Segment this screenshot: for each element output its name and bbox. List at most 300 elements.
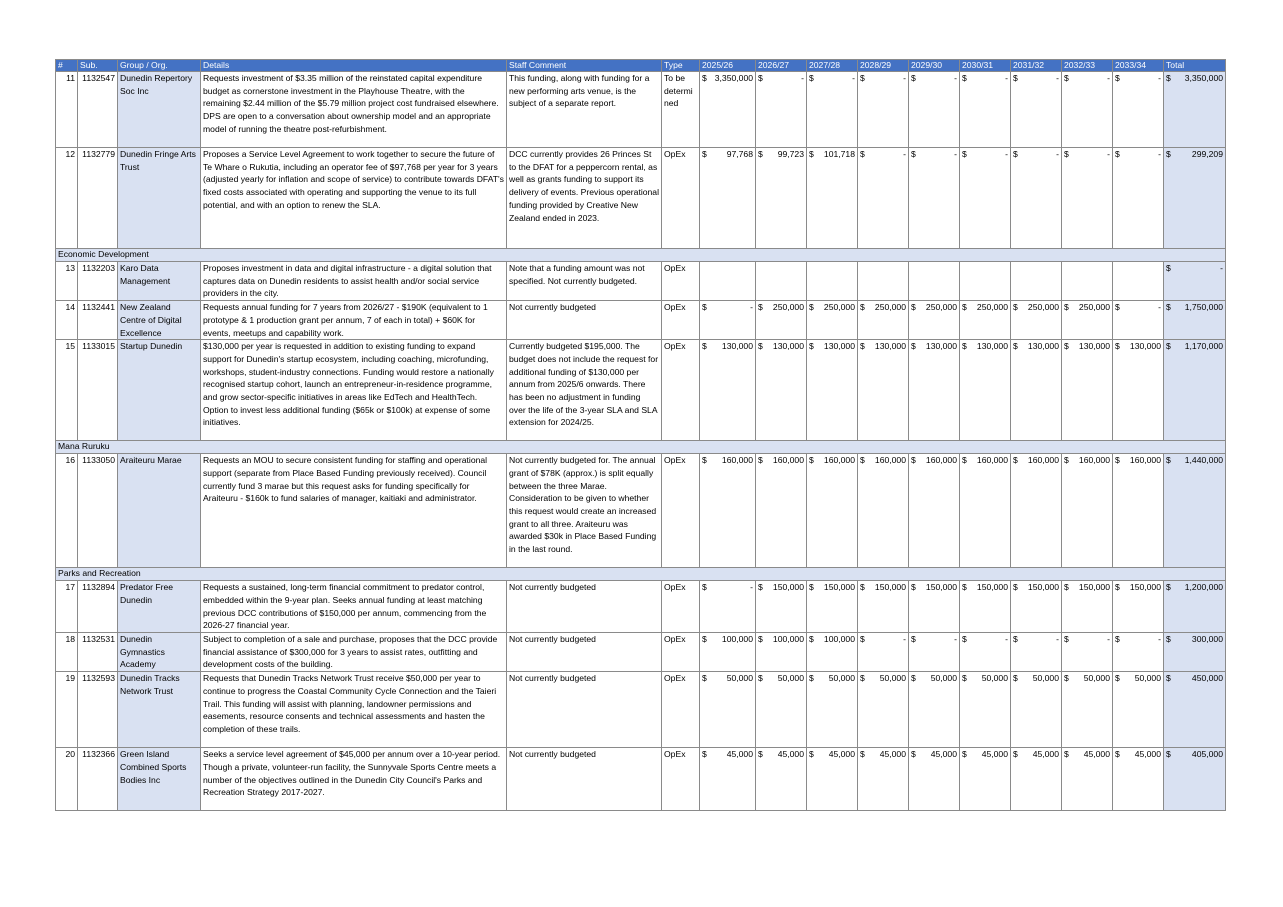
currency-symbol: $ bbox=[1013, 149, 1018, 159]
details-cell[interactable]: Proposes a Service Level Agreement to work together to secure the future of Te Whare o Rukutia, including an operator fee of $97,768 per year for 3 years (adjusted yearly for inflation and scope of service) to contribute towards DFAT's fixed costs associated with operating and supporting the venue to its full potential, and with an option to renew the SLA. bbox=[201, 148, 507, 249]
col-header-2032-33[interactable]: 2032/33 bbox=[1062, 60, 1113, 72]
header-row bbox=[56, 60, 1226, 72]
sub-id-cell[interactable]: 1133050 bbox=[78, 454, 118, 568]
amount-value: 160,000 bbox=[976, 455, 1008, 466]
year-amount-cell[interactable] bbox=[909, 262, 960, 301]
type-cell[interactable]: OpEx bbox=[662, 340, 700, 441]
year-amount-cell[interactable] bbox=[1011, 581, 1062, 633]
col-header-2028-29[interactable]: 2028/29 bbox=[858, 60, 909, 72]
currency-symbol: $ bbox=[962, 341, 967, 352]
sub-id-cell[interactable]: 1133015 bbox=[78, 340, 118, 441]
currency-symbol: $ bbox=[860, 455, 865, 466]
staff-comment-cell[interactable]: Note that a funding amount was not specified. Not currently budgeted. bbox=[507, 262, 662, 301]
details-cell[interactable]: Requests a sustained, long-term financial commitment to predator control, embedded within the 9-year plan. Seeks annual funding at least matching previous DCC contributions of $150,000 per annum, commencing from the 2026-27 financial year. bbox=[201, 581, 507, 633]
year-amount-cell[interactable] bbox=[858, 301, 909, 340]
year-amount-cell[interactable] bbox=[1062, 748, 1113, 811]
currency-symbol: $ bbox=[1013, 582, 1018, 593]
amount-value: 100,000 bbox=[772, 634, 804, 645]
details-cell[interactable]: Subject to completion of a sale and purchase, proposes that the DCC provide financial assistance of $300,000 for 3 years to assist rates, outfitting and development costs of the building. bbox=[201, 633, 507, 672]
year-amount-cell[interactable] bbox=[700, 301, 756, 340]
currency-symbol: $ bbox=[1115, 341, 1120, 352]
currency-symbol: $ bbox=[962, 673, 967, 684]
col-header-2026-27[interactable]: 2026/27 bbox=[756, 60, 807, 72]
currency-symbol: $ bbox=[911, 341, 916, 352]
currency-symbol: $ bbox=[1013, 302, 1018, 313]
amount-value: 160,000 bbox=[1129, 455, 1161, 466]
currency-symbol: $ bbox=[1166, 149, 1171, 159]
staff-comment-cell[interactable]: Not currently budgeted bbox=[507, 633, 662, 672]
currency-symbol: $ bbox=[911, 455, 916, 466]
year-amount-cell[interactable] bbox=[1062, 633, 1113, 672]
type-cell[interactable]: OpEx bbox=[662, 581, 700, 633]
org-cell[interactable]: Dunedin Gymnastics Academy bbox=[118, 633, 201, 672]
currency-symbol: $ bbox=[758, 582, 763, 593]
amount-value: 150,000 bbox=[1129, 582, 1161, 593]
amount-value: - bbox=[1056, 149, 1059, 159]
year-amount-cell[interactable] bbox=[909, 340, 960, 441]
amount-value: - bbox=[801, 73, 804, 83]
total-cell[interactable] bbox=[1164, 72, 1226, 148]
amount-value: 45,000 bbox=[981, 749, 1008, 760]
currency-symbol: $ bbox=[702, 73, 707, 83]
amount-value: 300,000 bbox=[1191, 634, 1223, 645]
amount-value: 100,000 bbox=[823, 634, 855, 645]
amount-value: - bbox=[1005, 149, 1008, 159]
year-amount-cell[interactable] bbox=[756, 581, 807, 633]
currency-symbol: $ bbox=[758, 455, 763, 466]
org-cell[interactable]: Green Island Combined Sports Bodies Inc bbox=[118, 748, 201, 811]
year-amount-cell[interactable] bbox=[756, 672, 807, 748]
year-amount-cell[interactable] bbox=[960, 454, 1011, 568]
amount-value: 160,000 bbox=[721, 455, 753, 466]
type-cell[interactable]: To be determined bbox=[662, 72, 700, 148]
year-amount-cell[interactable] bbox=[858, 72, 909, 148]
year-amount-cell[interactable] bbox=[1062, 672, 1113, 748]
year-amount-cell[interactable] bbox=[960, 72, 1011, 148]
currency-symbol: $ bbox=[911, 149, 916, 159]
funding-requests-table bbox=[55, 59, 1226, 811]
year-amount-cell[interactable] bbox=[1062, 72, 1113, 148]
staff-comment-cell[interactable]: Not currently budgeted bbox=[507, 581, 662, 633]
col-header-2031-32[interactable]: 2031/32 bbox=[1011, 60, 1062, 72]
row-number-cell[interactable]: 12 bbox=[56, 148, 78, 249]
year-amount-cell[interactable] bbox=[700, 340, 756, 441]
currency-symbol: $ bbox=[860, 749, 865, 760]
table-row bbox=[56, 748, 1226, 811]
amount-value: 1,200,000 bbox=[1184, 582, 1223, 593]
currency-symbol: $ bbox=[1115, 582, 1120, 593]
amount-value: 45,000 bbox=[828, 749, 855, 760]
type-cell[interactable]: OpEx bbox=[662, 262, 700, 301]
amount-value: 250,000 bbox=[1078, 302, 1110, 313]
year-amount-cell[interactable] bbox=[807, 340, 858, 441]
year-amount-cell[interactable] bbox=[700, 748, 756, 811]
currency-symbol: $ bbox=[962, 634, 967, 645]
year-amount-cell[interactable] bbox=[807, 581, 858, 633]
amount-value: 130,000 bbox=[772, 341, 804, 352]
row-number-cell[interactable]: 17 bbox=[56, 581, 78, 633]
sub-id-cell[interactable]: 1132203 bbox=[78, 262, 118, 301]
currency-symbol: $ bbox=[1064, 634, 1069, 645]
year-amount-cell[interactable] bbox=[1011, 340, 1062, 441]
currency-symbol: $ bbox=[962, 455, 967, 466]
currency-symbol: $ bbox=[1166, 749, 1171, 760]
year-amount-cell[interactable] bbox=[1113, 72, 1164, 148]
section-label[interactable]: Parks and Recreation bbox=[56, 568, 1226, 581]
year-amount-cell[interactable] bbox=[756, 262, 807, 301]
year-amount-cell[interactable] bbox=[1011, 262, 1062, 301]
year-amount-cell[interactable] bbox=[700, 72, 756, 148]
currency-symbol: $ bbox=[962, 149, 967, 159]
row-number-cell[interactable]: 14 bbox=[56, 301, 78, 340]
year-amount-cell[interactable] bbox=[1011, 72, 1062, 148]
section-row bbox=[56, 249, 1226, 262]
amount-value: - bbox=[1056, 73, 1059, 83]
org-cell[interactable]: Startup Dunedin bbox=[118, 340, 201, 441]
year-amount-cell[interactable] bbox=[858, 262, 909, 301]
year-amount-cell[interactable] bbox=[1011, 148, 1062, 249]
year-amount-cell[interactable] bbox=[1062, 262, 1113, 301]
section-row bbox=[56, 568, 1226, 581]
row-number-cell[interactable]: 20 bbox=[56, 748, 78, 811]
year-amount-cell[interactable] bbox=[1113, 301, 1164, 340]
staff-comment-cell[interactable]: This funding, along with funding for a new performing arts venue, is the subject of a separate report. bbox=[507, 72, 662, 148]
currency-symbol: $ bbox=[702, 302, 707, 313]
details-cell[interactable]: Seeks a service level agreement of $45,000 per annum over a 10-year period. Though a private, volunteer-run facility, the Sunnyvale Sports Centre meets a number of the objectives outlined in the Dunedin City Council's Parks and Recreation Strategy 2017-2027. bbox=[201, 748, 507, 811]
year-amount-cell[interactable] bbox=[1113, 748, 1164, 811]
year-amount-cell[interactable] bbox=[756, 301, 807, 340]
year-amount-cell[interactable] bbox=[960, 148, 1011, 249]
year-amount-cell[interactable] bbox=[1113, 581, 1164, 633]
year-amount-cell[interactable] bbox=[909, 672, 960, 748]
currency-symbol: $ bbox=[1064, 302, 1069, 313]
amount-value: 160,000 bbox=[1027, 455, 1059, 466]
amount-value: 150,000 bbox=[976, 582, 1008, 593]
details-cell[interactable]: Requests an MOU to secure consistent funding for staffing and operational support (separate from Place Based Funding previously received). Council currently fund 3 marae but this request asks for funding specifically for Araiteuru - $160k to fund salaries of manager, kaitiaki and administrator. bbox=[201, 454, 507, 568]
currency-symbol: $ bbox=[1013, 634, 1018, 645]
table-row bbox=[56, 581, 1226, 633]
year-amount-cell[interactable] bbox=[960, 672, 1011, 748]
year-amount-cell[interactable] bbox=[700, 262, 756, 301]
total-cell[interactable] bbox=[1164, 301, 1226, 340]
total-cell[interactable] bbox=[1164, 672, 1226, 748]
currency-symbol: $ bbox=[809, 302, 814, 313]
table-row bbox=[56, 262, 1226, 301]
currency-symbol: $ bbox=[809, 149, 814, 159]
row-number-cell[interactable]: 16 bbox=[56, 454, 78, 568]
currency-symbol: $ bbox=[1115, 302, 1120, 313]
year-amount-cell[interactable] bbox=[1113, 262, 1164, 301]
col-header-number[interactable]: # bbox=[56, 60, 78, 72]
staff-comment-cell[interactable]: Not currently budgeted bbox=[507, 301, 662, 340]
currency-symbol: $ bbox=[911, 749, 916, 760]
year-amount-cell[interactable] bbox=[1113, 340, 1164, 441]
year-amount-cell[interactable] bbox=[756, 340, 807, 441]
amount-value: 250,000 bbox=[1027, 302, 1059, 313]
currency-symbol: $ bbox=[911, 73, 916, 83]
amount-value: - bbox=[1056, 634, 1059, 645]
section-label[interactable]: Mana Ruruku bbox=[56, 441, 1226, 454]
staff-comment-cell[interactable]: Not currently budgeted bbox=[507, 672, 662, 748]
year-amount-cell[interactable] bbox=[1011, 748, 1062, 811]
year-amount-cell[interactable] bbox=[1011, 633, 1062, 672]
amount-value: 130,000 bbox=[1027, 341, 1059, 352]
table-row bbox=[56, 148, 1226, 249]
currency-symbol: $ bbox=[1166, 341, 1171, 352]
sub-id-cell[interactable]: 1132894 bbox=[78, 581, 118, 633]
org-cell[interactable]: Araiteuru Marae bbox=[118, 454, 201, 568]
row-number-cell[interactable]: 13 bbox=[56, 262, 78, 301]
year-amount-cell[interactable] bbox=[960, 301, 1011, 340]
currency-symbol: $ bbox=[809, 634, 814, 645]
amount-value: - bbox=[750, 302, 753, 313]
currency-symbol: $ bbox=[860, 341, 865, 352]
year-amount-cell[interactable] bbox=[909, 72, 960, 148]
staff-comment-cell[interactable]: Not currently budgeted bbox=[507, 748, 662, 811]
amount-value: 130,000 bbox=[976, 341, 1008, 352]
currency-symbol: $ bbox=[809, 749, 814, 760]
staff-comment-cell[interactable]: DCC currently provides 26 Princes St to the DFAT for a peppercorn rental, as well as grants funding to support its delivery of events. Previous operational funding provided by Creative New Zealand ended in 2023. bbox=[507, 148, 662, 249]
amount-value: - bbox=[1158, 73, 1161, 83]
year-amount-cell[interactable] bbox=[1113, 454, 1164, 568]
details-cell[interactable]: Proposes investment in data and digital infrastructure - a digital solution that captures data on Dunedin residents to assist health and/or social service providers in the city. bbox=[201, 262, 507, 301]
year-amount-cell[interactable] bbox=[858, 340, 909, 441]
org-cell[interactable]: Predator Free Dunedin bbox=[118, 581, 201, 633]
currency-symbol: $ bbox=[758, 673, 763, 684]
year-amount-cell[interactable] bbox=[909, 454, 960, 568]
type-cell[interactable]: OpEx bbox=[662, 454, 700, 568]
year-amount-cell[interactable] bbox=[807, 262, 858, 301]
year-amount-cell[interactable] bbox=[909, 633, 960, 672]
sub-id-cell[interactable]: 1132531 bbox=[78, 633, 118, 672]
year-amount-cell[interactable] bbox=[1011, 301, 1062, 340]
org-cell[interactable]: Dunedin Repertory Soc Inc bbox=[118, 72, 201, 148]
org-cell[interactable]: Karo Data Management bbox=[118, 262, 201, 301]
amount-value: 50,000 bbox=[1032, 673, 1059, 684]
amount-value: 45,000 bbox=[726, 749, 753, 760]
year-amount-cell[interactable] bbox=[858, 581, 909, 633]
sub-id-cell[interactable]: 1132593 bbox=[78, 672, 118, 748]
amount-value: 160,000 bbox=[925, 455, 957, 466]
year-amount-cell[interactable] bbox=[807, 633, 858, 672]
row-number-cell[interactable]: 15 bbox=[56, 340, 78, 441]
currency-symbol: $ bbox=[1166, 634, 1171, 645]
amount-value: 450,000 bbox=[1191, 673, 1223, 684]
year-amount-cell[interactable] bbox=[960, 748, 1011, 811]
currency-symbol: $ bbox=[1115, 149, 1120, 159]
staff-comment-cell[interactable]: Not currently budgeted for. The annual grant of $78K (approx.) is split equally between the three Marae. Consideration to be given to whether this request would create an increased grant to all three. Araiteuru was awarded $30k in Place Based Funding in the last round. bbox=[507, 454, 662, 568]
year-amount-cell[interactable] bbox=[1113, 672, 1164, 748]
amount-value: 3,350,000 bbox=[714, 73, 753, 83]
year-amount-cell[interactable] bbox=[700, 672, 756, 748]
year-amount-cell[interactable] bbox=[858, 748, 909, 811]
col-header-2030-31[interactable]: 2030/31 bbox=[960, 60, 1011, 72]
currency-symbol: $ bbox=[1013, 73, 1018, 83]
sub-id-cell[interactable]: 1132547 bbox=[78, 72, 118, 148]
amount-value: - bbox=[852, 73, 855, 83]
row-number-cell[interactable]: 18 bbox=[56, 633, 78, 672]
org-cell[interactable]: New Zealand Centre of Digital Excellence bbox=[118, 301, 201, 340]
amount-value: - bbox=[750, 582, 753, 593]
year-amount-cell[interactable] bbox=[1011, 672, 1062, 748]
amount-value: 160,000 bbox=[1078, 455, 1110, 466]
amount-value: 101,718 bbox=[823, 149, 855, 159]
sub-id-cell[interactable]: 1132366 bbox=[78, 748, 118, 811]
year-amount-cell[interactable] bbox=[858, 672, 909, 748]
currency-symbol: $ bbox=[962, 582, 967, 593]
year-amount-cell[interactable] bbox=[960, 633, 1011, 672]
amount-value: - bbox=[1220, 263, 1223, 273]
year-amount-cell[interactable] bbox=[1062, 301, 1113, 340]
col-header-total[interactable]: Total bbox=[1164, 60, 1226, 72]
total-cell[interactable] bbox=[1164, 748, 1226, 811]
year-amount-cell[interactable] bbox=[1062, 340, 1113, 441]
currency-symbol: $ bbox=[702, 149, 707, 159]
currency-symbol: $ bbox=[809, 73, 814, 83]
year-amount-cell[interactable] bbox=[807, 72, 858, 148]
currency-symbol: $ bbox=[1064, 455, 1069, 466]
amount-value: 130,000 bbox=[1078, 341, 1110, 352]
currency-symbol: $ bbox=[1064, 341, 1069, 352]
currency-symbol: $ bbox=[809, 582, 814, 593]
col-header-2027-28[interactable]: 2027/28 bbox=[807, 60, 858, 72]
amount-value: 45,000 bbox=[1134, 749, 1161, 760]
amount-value: 130,000 bbox=[874, 341, 906, 352]
col-header-group-org[interactable]: Group / Org. bbox=[118, 60, 201, 72]
total-cell[interactable] bbox=[1164, 262, 1226, 301]
currency-symbol: $ bbox=[1013, 341, 1018, 352]
year-amount-cell[interactable] bbox=[909, 148, 960, 249]
year-amount-cell[interactable] bbox=[858, 454, 909, 568]
amount-value: - bbox=[1158, 634, 1161, 645]
currency-symbol: $ bbox=[1064, 673, 1069, 684]
year-amount-cell[interactable] bbox=[1011, 454, 1062, 568]
year-amount-cell[interactable] bbox=[807, 148, 858, 249]
amount-value: - bbox=[1005, 634, 1008, 645]
table-row bbox=[56, 301, 1226, 340]
currency-symbol: $ bbox=[758, 749, 763, 760]
year-amount-cell[interactable] bbox=[858, 633, 909, 672]
year-amount-cell[interactable] bbox=[807, 301, 858, 340]
row-number-cell[interactable]: 19 bbox=[56, 672, 78, 748]
details-cell[interactable]: $130,000 per year is requested in addition to existing funding to expand support for Dunedin's startup ecosystem, including coaching, microfunding, workshops, student-industry connections. Funding would restore a nationally recognised startup cohort, launch an entrepreneur-in-residence programme, and grow sector-specific initiatives in areas like EdTech and HealthTech. Option to invest less additional funding ($65k or $100k) at expense of some initiatives. bbox=[201, 340, 507, 441]
amount-value: - bbox=[1107, 634, 1110, 645]
col-header-2029-30[interactable]: 2029/30 bbox=[909, 60, 960, 72]
amount-value: 150,000 bbox=[874, 582, 906, 593]
amount-value: 50,000 bbox=[981, 673, 1008, 684]
staff-comment-cell[interactable]: Currently budgeted $195,000. The budget does not include the request for additional funding of $130,000 per annum from 2025/6 onwards. There has been no adjustment in funding over the life of the 3-year SLA and SLA extension for 2024/25. bbox=[507, 340, 662, 441]
year-amount-cell[interactable] bbox=[756, 748, 807, 811]
currency-symbol: $ bbox=[702, 341, 707, 352]
row-number-cell[interactable]: 11 bbox=[56, 72, 78, 148]
currency-symbol: $ bbox=[860, 149, 865, 159]
sub-id-cell[interactable]: 1132779 bbox=[78, 148, 118, 249]
year-amount-cell[interactable] bbox=[756, 72, 807, 148]
year-amount-cell[interactable] bbox=[807, 454, 858, 568]
currency-symbol: $ bbox=[911, 634, 916, 645]
col-header-2033-34[interactable]: 2033/34 bbox=[1113, 60, 1164, 72]
type-cell[interactable]: OpEx bbox=[662, 633, 700, 672]
year-amount-cell[interactable] bbox=[909, 581, 960, 633]
details-cell[interactable]: Requests that Dunedin Tracks Network Trust receive $50,000 per year to continue to progress the Coastal Community Cycle Connection and the Taieri Trail. This funding will assist with planning, landowner permissions and easements, resource consents and technical assessments and hasten the completion of these trails. bbox=[201, 672, 507, 748]
year-amount-cell[interactable] bbox=[756, 148, 807, 249]
year-amount-cell[interactable] bbox=[960, 262, 1011, 301]
amount-value: 50,000 bbox=[828, 673, 855, 684]
total-cell[interactable] bbox=[1164, 581, 1226, 633]
year-amount-cell[interactable] bbox=[1062, 148, 1113, 249]
year-amount-cell[interactable] bbox=[960, 581, 1011, 633]
type-cell[interactable]: OpEx bbox=[662, 672, 700, 748]
org-cell[interactable]: Dunedin Tracks Network Trust bbox=[118, 672, 201, 748]
total-cell[interactable] bbox=[1164, 633, 1226, 672]
year-amount-cell[interactable] bbox=[756, 454, 807, 568]
section-row bbox=[56, 441, 1226, 454]
year-amount-cell[interactable] bbox=[700, 454, 756, 568]
currency-symbol: $ bbox=[911, 582, 916, 593]
total-cell[interactable] bbox=[1164, 454, 1226, 568]
org-cell[interactable]: Dunedin Fringe Arts Trust bbox=[118, 148, 201, 249]
amount-value: 150,000 bbox=[1078, 582, 1110, 593]
amount-value: - bbox=[1005, 73, 1008, 83]
year-amount-cell[interactable] bbox=[1062, 581, 1113, 633]
year-amount-cell[interactable] bbox=[807, 672, 858, 748]
amount-value: 100,000 bbox=[721, 634, 753, 645]
type-cell[interactable]: OpEx bbox=[662, 301, 700, 340]
col-header-details[interactable]: Details bbox=[201, 60, 507, 72]
year-amount-cell[interactable] bbox=[700, 633, 756, 672]
year-amount-cell[interactable] bbox=[700, 581, 756, 633]
year-amount-cell[interactable] bbox=[807, 748, 858, 811]
year-amount-cell[interactable] bbox=[858, 148, 909, 249]
currency-symbol: $ bbox=[758, 73, 763, 83]
year-amount-cell[interactable] bbox=[960, 340, 1011, 441]
type-cell[interactable]: OpEx bbox=[662, 148, 700, 249]
currency-symbol: $ bbox=[1013, 673, 1018, 684]
amount-value: 150,000 bbox=[823, 582, 855, 593]
year-amount-cell[interactable] bbox=[1113, 633, 1164, 672]
col-header-staff-comment[interactable]: Staff Comment bbox=[507, 60, 662, 72]
currency-symbol: $ bbox=[860, 582, 865, 593]
currency-symbol: $ bbox=[962, 749, 967, 760]
currency-symbol: $ bbox=[1115, 455, 1120, 466]
details-cell[interactable]: Requests annual funding for 7 years from 2026/27 - $190K (equivalent to 1 prototype & 1 production grant per annum, 7 of each in total) + $60K for events, meetups and capability work. bbox=[201, 301, 507, 340]
amount-value: - bbox=[954, 73, 957, 83]
currency-symbol: $ bbox=[1013, 455, 1018, 466]
details-cell[interactable]: Requests investment of $3.35 million of the reinstated capital expenditure budget as cornerstone investment in the Playhouse Theatre, with the remaining $2.44 million of the $5.79 million project cost fundraised elsewhere. DPS are open to a conversation about ownership model and an appropriate model of running the theatre post-refurbishment. bbox=[201, 72, 507, 148]
year-amount-cell[interactable] bbox=[909, 301, 960, 340]
col-header-2025-26[interactable]: 2025/26 bbox=[700, 60, 756, 72]
currency-symbol: $ bbox=[758, 341, 763, 352]
sub-id-cell[interactable]: 1132441 bbox=[78, 301, 118, 340]
type-cell[interactable]: OpEx bbox=[662, 748, 700, 811]
col-header-type[interactable]: Type bbox=[662, 60, 700, 72]
year-amount-cell[interactable] bbox=[756, 633, 807, 672]
amount-value: - bbox=[1107, 73, 1110, 83]
currency-symbol: $ bbox=[860, 634, 865, 645]
year-amount-cell[interactable] bbox=[1062, 454, 1113, 568]
year-amount-cell[interactable] bbox=[700, 148, 756, 249]
currency-symbol: $ bbox=[860, 302, 865, 313]
year-amount-cell[interactable] bbox=[909, 748, 960, 811]
currency-symbol: $ bbox=[809, 341, 814, 352]
total-cell[interactable] bbox=[1164, 340, 1226, 441]
section-label[interactable]: Economic Development bbox=[56, 249, 1226, 262]
year-amount-cell[interactable] bbox=[1113, 148, 1164, 249]
amount-value: 50,000 bbox=[1083, 673, 1110, 684]
total-cell[interactable] bbox=[1164, 148, 1226, 249]
col-header-sub[interactable]: Sub. bbox=[78, 60, 118, 72]
amount-value: - bbox=[903, 634, 906, 645]
